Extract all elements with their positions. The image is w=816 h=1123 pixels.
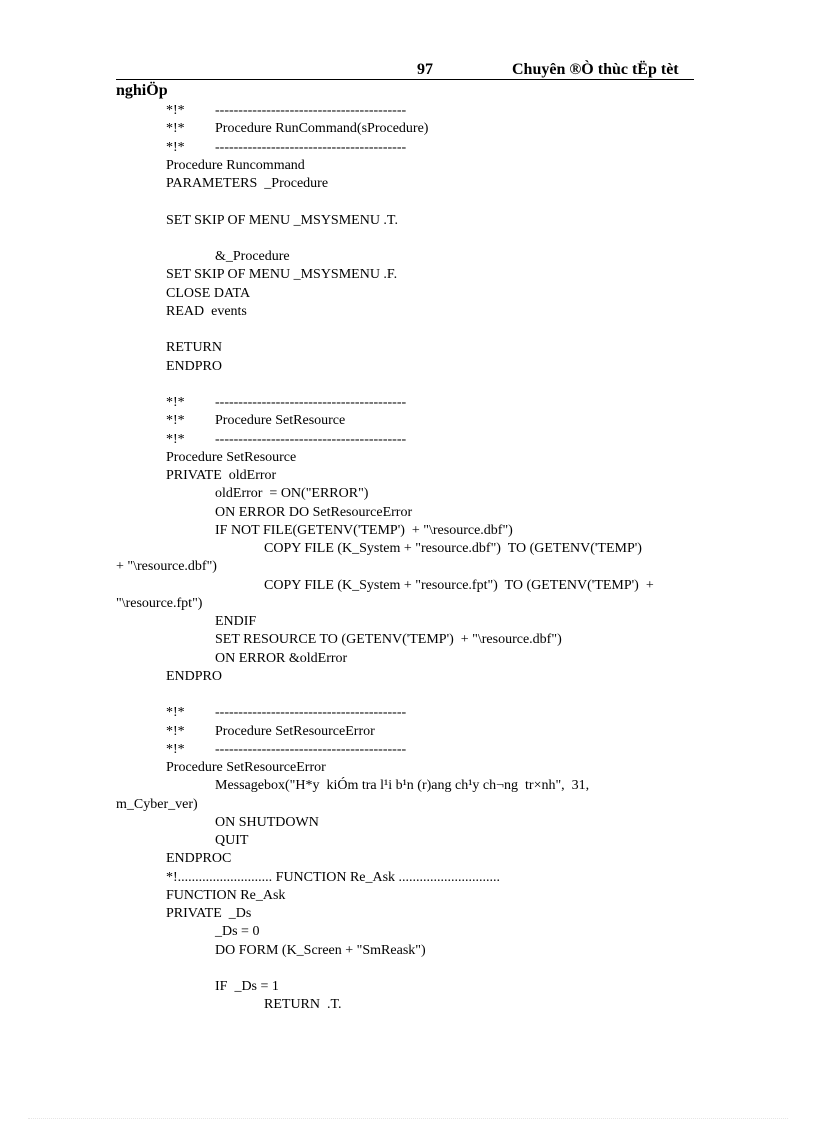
code-text: oldError = ON("ERROR") [215, 486, 369, 502]
code-text: &_Procedure [215, 249, 290, 264]
code-text: SET SKIP OF MENU _MSYSMENU .F. [166, 267, 398, 283]
code-line [0, 540, 816, 558]
code-text: *!* [166, 121, 185, 137]
code-line [0, 595, 816, 613]
code-text: PARAMETERS _Procedure [166, 176, 329, 191]
code-text: FUNCTION Re_Ask [166, 887, 286, 903]
code-text: PRIVATE _Ds [166, 906, 252, 921]
code-text: *!* [166, 413, 185, 429]
code-text: READ events [166, 303, 247, 319]
code-line [0, 485, 816, 503]
code-text: ENDIF [215, 614, 257, 629]
code-line [0, 905, 816, 923]
code-text: ON ERROR &oldError [215, 650, 348, 666]
header-rule [116, 79, 694, 80]
code-line [0, 723, 816, 741]
code-line [0, 942, 816, 960]
code-listing [0, 102, 816, 1015]
code-line [0, 431, 816, 449]
code-line [0, 613, 816, 631]
code-line [0, 212, 816, 230]
page-header-title-continuation: nghiÖp [116, 82, 168, 99]
code-line [0, 960, 816, 978]
code-line [0, 303, 816, 321]
code-line [0, 558, 816, 576]
code-text: RETURN [166, 340, 222, 356]
code-text: *!* [166, 139, 185, 155]
code-text: *!* [166, 705, 185, 721]
code-line [0, 650, 816, 668]
code-line [0, 339, 816, 357]
code-text: Procedure SetResource [166, 449, 297, 465]
code-line [0, 522, 816, 540]
code-line [0, 869, 816, 887]
code-comment-text: ----------------------------------------- [215, 103, 407, 118]
code-text: *!* [166, 723, 185, 739]
code-line [0, 139, 816, 157]
code-comment-text: ----------------------------------------- [215, 705, 407, 721]
code-line [0, 814, 816, 832]
code-line [0, 102, 816, 120]
code-text: *!* [166, 395, 185, 410]
code-line [0, 285, 816, 303]
code-line [0, 376, 816, 394]
code-text: PRIVATE oldError [166, 468, 277, 483]
code-comment-text: Procedure SetResource [215, 413, 346, 429]
code-text: ON ERROR DO SetResourceError [215, 504, 413, 520]
code-text: IF _Ds = 1 [215, 979, 279, 994]
code-line [0, 668, 816, 686]
code-text: CLOSE DATA [166, 285, 251, 301]
code-text: *!........................... FUNCTION Re_Ask ............................. [166, 869, 501, 885]
code-text: Messagebox("H*y kiÓm tra l¹i b¹n (r)ang ch¹y ch¬ng tr×nh", 31, [215, 778, 590, 794]
code-line [0, 321, 816, 339]
code-text: ON SHUTDOWN [215, 814, 319, 830]
code-line [0, 796, 816, 814]
code-line [0, 504, 816, 522]
code-text: DO FORM (K_Screen + "SmReask") [215, 942, 426, 958]
code-text: IF NOT FILE(GETENV('TEMP') + "\resource.dbf") [215, 522, 513, 538]
code-text: m_Cyber_ver) [116, 796, 198, 812]
code-line [0, 850, 816, 868]
code-text: QUIT [215, 833, 249, 848]
code-text: COPY FILE (K_System + "resource.dbf") TO (GETENV('TEMP') [264, 541, 642, 556]
code-line [0, 467, 816, 485]
code-comment-text: Procedure RunCommand(sProcedure) [215, 121, 429, 137]
code-text: RETURN .T. [264, 997, 342, 1013]
code-line [0, 741, 816, 759]
code-line [0, 248, 816, 266]
code-text: *!* [166, 741, 185, 757]
code-text: + "\resource.dbf") [116, 559, 217, 575]
code-text: COPY FILE (K_System + "resource.fpt") TO (GETENV('TEMP') + [264, 577, 654, 593]
code-line [0, 686, 816, 704]
code-line [0, 157, 816, 175]
code-line [0, 266, 816, 284]
code-line [0, 358, 816, 376]
code-line [0, 449, 816, 467]
page-number: 97 [417, 61, 433, 78]
code-line [0, 230, 816, 248]
code-comment-text: ----------------------------------------- [215, 431, 407, 447]
code-text: SET RESOURCE TO (GETENV('TEMP') + "\resource.dbf") [215, 632, 562, 648]
code-text: ENDPROC [166, 851, 232, 867]
code-comment-text: ----------------------------------------- [215, 139, 407, 155]
page-header-title: Chuyên ®Ò thùc tËp tèt [512, 61, 679, 78]
code-text: ENDPRO [166, 358, 223, 374]
code-line [0, 120, 816, 138]
code-line [0, 704, 816, 722]
code-line [0, 577, 816, 595]
code-comment-text: ----------------------------------------- [215, 741, 407, 757]
code-line [0, 777, 816, 795]
page-bottom-edge [28, 1118, 788, 1119]
code-line [0, 996, 816, 1014]
code-comment-text: ----------------------------------------- [215, 395, 407, 410]
code-line [0, 887, 816, 905]
code-text: Procedure Runcommand [166, 157, 305, 173]
code-line [0, 394, 816, 412]
code-text: *!* [166, 431, 185, 447]
code-comment-text: Procedure SetResourceError [215, 723, 375, 739]
code-text: _Ds = 0 [215, 924, 260, 940]
code-line [0, 175, 816, 193]
code-line [0, 193, 816, 211]
code-text: "\resource.fpt") [116, 595, 203, 611]
code-line [0, 832, 816, 850]
code-text: *!* [166, 103, 185, 118]
code-line [0, 759, 816, 777]
code-line [0, 923, 816, 941]
code-line [0, 631, 816, 649]
code-line [0, 978, 816, 996]
code-text: SET SKIP OF MENU _MSYSMENU .T. [166, 212, 398, 228]
code-line [0, 412, 816, 430]
code-text: ENDPRO [166, 668, 223, 684]
code-text: Procedure SetResourceError [166, 760, 326, 775]
